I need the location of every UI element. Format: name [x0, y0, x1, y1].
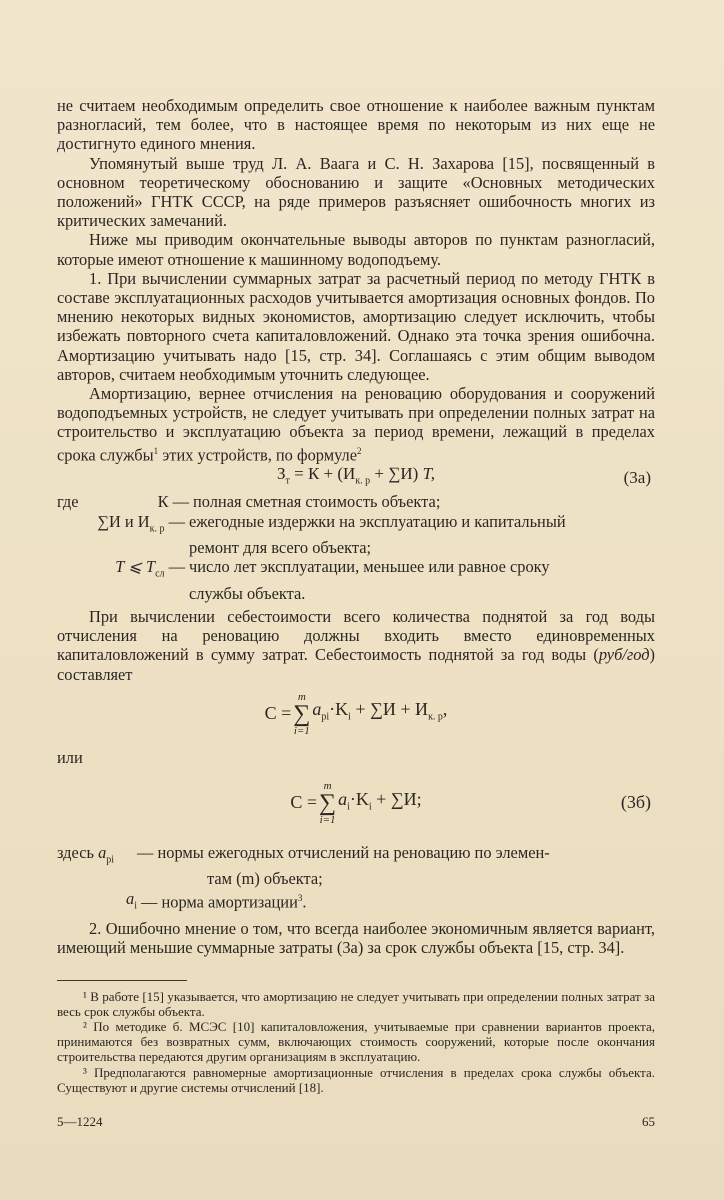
paragraph-2: Упомянутый выше труд Л. А. Ваага и С. Н. Захарова [15], посвященный в основном теоретическому обоснованию и защите «Основных методических положений» ГНТК СССР, на ряде примеров разъясняет ошибочность многих из критических замечаний. [57, 153, 655, 231]
page-footer [57, 1114, 655, 1130]
equation-number-3b: (3б) [620, 792, 651, 813]
sum-sign: m ∑ i=1 [293, 690, 311, 737]
sum-sign: m ∑ i=1 [319, 779, 337, 826]
definition-k: где К — полная сметная стоимость объекта; [57, 492, 441, 512]
paragraph-6: При вычислении себестоимости всего количества поднятой за год воды отчисления на реновацию должны входить вместо единовременных капиталовложений в сумму затрат. Себестоимость поднятой за год воды (руб/год) составляет [57, 606, 655, 684]
footnote-ref-2: 2 [357, 445, 362, 456]
paragraph-5: Амортизацию, вернее отчисления на реновацию оборудования и сооружений водоподъемных устройств, не следует учитывать при определении полных затрат на строительство и эксплуатацию объекта за период времени, лежащий в пределах срока службы$^1$ этих устройств, по формуле$^2$ [57, 384, 655, 465]
paragraph-3: Ниже мы приводим окончательные выводы авторов по пунктам разногласий, которые имеют отношение к машинному водоподъему. [57, 230, 655, 269]
definition-a-i: $a_i$ — норма амортизации$^3$. [126, 888, 307, 912]
formula-3a: $З_т = К + (И_{к. р} + \sum И)$ T, (3а) [276, 464, 651, 487]
paragraph-4: 1. При вычислении суммарных затрат за расчетный период по методу ГНТК в составе эксплуатационных расходов учитывается амортизация основных фондов. По мнению некоторых видных экономистов, амортизацию следует исключить, чтобы избежать повторного счета капиталовложений. Однако эта точка зрения ошибочна. Амортизацию учитывать надо [15, стр. 34]. Соглашаясь с этим общим выводом авторов, считаем необходимым уточнить следующее. [57, 268, 655, 384]
footnote-3: ³ Предполагаются равномерные амортизационные отчисления в пределах срока службы объекта. Существуют и другие системы отчислений [18]. [57, 1064, 655, 1095]
footnote-2: ² По методике б. МСЭС [10] капиталовложения, учитываемые при сравнении вариантов проекта, принимаются без возвратных сумм, включающих стоимость сооружений, которые после окончания строительства передаются другим организациям в эксплуатацию. [57, 1018, 655, 1065]
footnotes [57, 989, 655, 1095]
page-number: 65 [642, 1114, 655, 1129]
paragraph-7: 2. Ошибочно мнение о том, что всегда наиболее экономичным является вариант, имеющий меньшие суммарные затраты (3а) за срок службы объекта [15, стр. 34]. [57, 919, 655, 958]
equation-number-3a: (3а) [623, 467, 651, 487]
definitions-3a: где К — полная сметная стоимость объекта; ∑И и $И_{к. р}$ — ежегодные издержки на эксплуатацию и капитальный ремонт для всего объекта; T ⩽ $T_{сл}$ — число лет эксплуатации, меньшее или равное сроку службы объекта. [57, 492, 655, 603]
definition-a-pi: здесь $a_{pi}$ — нормы ежегодных отчислений на реновацию по элемен- [57, 842, 550, 866]
definition-t: T ⩽ $T_{сл}$ — число лет эксплуатации, меньшее или равное сроку [115, 557, 550, 580]
footnote-divider [57, 980, 187, 981]
main-text [57, 96, 655, 1095]
printer-signature: 5—1224 [57, 1114, 103, 1129]
or-word: или [57, 747, 83, 767]
paragraph-1: не считаем необходимым определить свое отношение к наиболее важным пунктам разногласий, тем более, что в настоящее время по некоторым из них еще не достигнуто единого мнения. [57, 96, 655, 154]
definitions-cost: здесь $a_{pi}$ — нормы ежегодных отчислений на реновацию по элемен- там (m) объекта; $a_i$ — норма амортизации$^3$. [57, 843, 655, 915]
footnote-ref-1: 1 [153, 445, 159, 456]
formula-cost-1: С = m ∑ i=1 $a_{pi}\cdot K_i + \sum И + И_{к. р}$, [264, 690, 448, 737]
formula-cost-2: С = m ∑ i=1 $a_i\cdot K_i + \sum И$; (3б) [290, 779, 651, 826]
footnote-1: ¹ В работе [15] указывается, что амортизацию не следует учитывать при определении полных затрат за весь срок службы объекта. [57, 988, 655, 1019]
footnote-ref-3: 3 [297, 892, 303, 903]
definition-sum-i: ∑И и $И_{к. р}$ — ежегодные издержки на эксплуатацию и капитальный [97, 511, 566, 534]
